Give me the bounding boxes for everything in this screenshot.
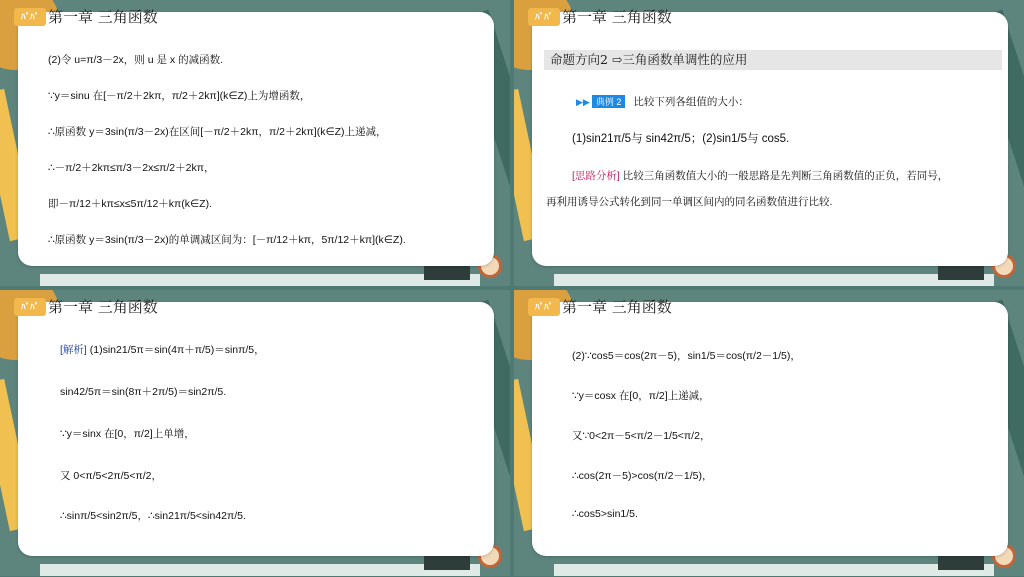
text-line: 又 0<π/5<2π/5<π/2， [60, 470, 162, 482]
text-line: ∴原函数 y＝3sin(π/3－2x)的单调减区间为：[－π/12＋kπ，5π/12＋kπ](k∈Z). [48, 234, 406, 246]
slide-3 [0, 290, 510, 576]
slide-2 [514, 0, 1024, 286]
content-card [18, 12, 494, 266]
arrow-icon: ▶▶ [576, 97, 590, 107]
logo: ﾊﾟﾊﾟ [528, 8, 560, 26]
text-line: (2)∵cos5＝cos(2π－5)，sin1/5＝cos(π/2－1/5)， [572, 350, 801, 362]
chapter-title: 第一章 三角函数 [48, 8, 158, 26]
chapter-title: 第一章 三角函数 [48, 298, 158, 316]
text-line: (2)令 u=π/3－2x，则 u 是 x 的减函数. [48, 54, 223, 66]
text-line: sin42/5π＝sin(8π＋2π/5)＝sin2π/5. [60, 386, 227, 398]
example-badge: 典例 2 [592, 95, 626, 108]
slide-4 [514, 290, 1024, 576]
analysis-line [572, 168, 948, 183]
text-line: (1)sin21/5π＝sin(4π＋π/5)＝sinπ/5， [89, 344, 265, 356]
analysis-line-2: 再利用诱导公式转化到同一单调区间内的同名函数值进行比较. [546, 196, 833, 208]
content-card [18, 302, 494, 556]
decor-bar [554, 274, 994, 286]
example-text: 比较下列各组值的大小： [633, 96, 749, 108]
content-card [532, 302, 1008, 556]
text-line: ∵y＝sinu 在[－π/2＋2kπ，π/2＋2kπ](k∈Z)上为增函数， [48, 90, 311, 102]
text-line: ∴原函数 y＝3sin(π/3－2x)在区间[－π/2＋2kπ，π/2＋2kπ](k∈Z)上递减， [48, 126, 387, 138]
chapter-title: 第一章 三角函数 [562, 8, 672, 26]
text-line: 即－π/12＋kπ≤x≤5π/12＋kπ(k∈Z). [48, 198, 213, 210]
slide-1 [0, 0, 510, 286]
text-line: ∴－π/2＋2kπ≤π/3－2x≤π/2＋2kπ， [48, 162, 215, 174]
logo: ﾊﾟﾊﾟ [14, 298, 46, 316]
analysis-label: [思路分析] [572, 170, 620, 182]
solution-label: [解析] [60, 344, 87, 356]
content-card [532, 12, 1008, 266]
logo: ﾊﾟﾊﾟ [14, 8, 46, 26]
analysis-text: 比较三角函数值大小的一般思路是先判断三角函数值的正负，若同号， [622, 170, 949, 182]
text-line: 又∵0<2π－5<π/2－1/5<π/2， [572, 430, 711, 442]
chapter-title: 第一章 三角函数 [562, 298, 672, 316]
solution-line [60, 342, 265, 357]
question-text: (1)sin21π/5与 sin42π/5；(2)sin1/5与 cos5. [572, 133, 790, 145]
decor-bar [40, 274, 480, 286]
logo: ﾊﾟﾊﾟ [528, 298, 560, 316]
decor-bar [40, 564, 480, 576]
text-line: ∵y＝sinx 在[0，π/2]上单增， [60, 428, 195, 440]
section-banner: 命题方向2 ⇨三角函数单调性的应用 [544, 50, 1002, 70]
text-line: ∴cos(2π－5)>cos(π/2－1/5)， [572, 470, 713, 482]
decor-bar [554, 564, 994, 576]
text-line: ∴sinπ/5<sin2π/5，∴sin21π/5<sin42π/5. [60, 510, 246, 522]
example-heading [576, 94, 749, 109]
text-line: ∴cos5>sin1/5. [572, 508, 638, 520]
text-line: ∵y＝cosx 在[0，π/2]上递减， [572, 390, 710, 402]
